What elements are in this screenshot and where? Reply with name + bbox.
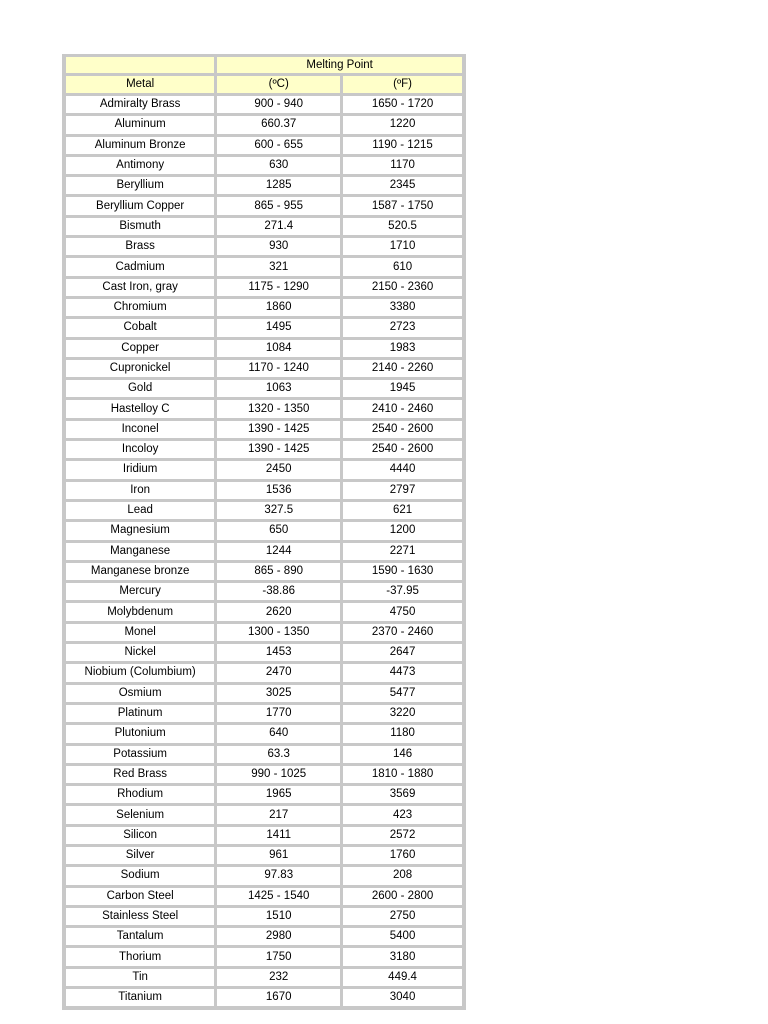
celsius-cell: 1536 xyxy=(217,482,340,499)
fahrenheit-cell: 520.5 xyxy=(343,218,462,235)
header-blank-cell xyxy=(66,57,214,73)
celsius-cell: 1670 xyxy=(217,989,340,1006)
metal-cell: Beryllium Copper xyxy=(66,197,214,214)
table-row xyxy=(66,258,462,275)
celsius-column-header: (ºC) xyxy=(217,76,340,93)
table-row xyxy=(66,177,462,194)
fahrenheit-cell: 1760 xyxy=(343,847,462,864)
table-row xyxy=(66,137,462,154)
table-row xyxy=(66,948,462,965)
fahrenheit-cell: 423 xyxy=(343,806,462,823)
metal-cell: Stainless Steel xyxy=(66,908,214,925)
table-row xyxy=(66,888,462,905)
table-row xyxy=(66,400,462,417)
metal-cell: Admiralty Brass xyxy=(66,96,214,113)
fahrenheit-cell: 2723 xyxy=(343,319,462,336)
table-row xyxy=(66,279,462,296)
table-row xyxy=(66,969,462,986)
celsius-cell: 2980 xyxy=(217,928,340,945)
celsius-cell: 1770 xyxy=(217,705,340,722)
table-row xyxy=(66,502,462,519)
celsius-cell: 1320 - 1350 xyxy=(217,400,340,417)
metal-cell: Iridium xyxy=(66,461,214,478)
table-row xyxy=(66,441,462,458)
fahrenheit-cell: 2410 - 2460 xyxy=(343,400,462,417)
metal-cell: Beryllium xyxy=(66,177,214,194)
fahrenheit-cell: 1180 xyxy=(343,725,462,742)
celsius-cell: 1495 xyxy=(217,319,340,336)
metal-cell: Silicon xyxy=(66,827,214,844)
celsius-cell: 1860 xyxy=(217,299,340,316)
celsius-cell: 1510 xyxy=(217,908,340,925)
celsius-cell: 3025 xyxy=(217,685,340,702)
celsius-cell: 217 xyxy=(217,806,340,823)
celsius-cell: 327.5 xyxy=(217,502,340,519)
celsius-cell: 1965 xyxy=(217,786,340,803)
metal-cell: Tantalum xyxy=(66,928,214,945)
fahrenheit-cell: 5477 xyxy=(343,685,462,702)
celsius-cell: 865 - 890 xyxy=(217,563,340,580)
table-row xyxy=(66,238,462,255)
celsius-cell: 1084 xyxy=(217,340,340,357)
fahrenheit-cell: 5400 xyxy=(343,928,462,945)
metal-cell: Rhodium xyxy=(66,786,214,803)
table-row xyxy=(66,543,462,560)
fahrenheit-cell: 3569 xyxy=(343,786,462,803)
table-row xyxy=(66,908,462,925)
fahrenheit-cell: 2140 - 2260 xyxy=(343,360,462,377)
metal-cell: Cobalt xyxy=(66,319,214,336)
metal-cell: Antimony xyxy=(66,157,214,174)
fahrenheit-cell: 449.4 xyxy=(343,969,462,986)
fahrenheit-cell: 1200 xyxy=(343,522,462,539)
metal-cell: Tin xyxy=(66,969,214,986)
metal-cell: Incoloy xyxy=(66,441,214,458)
celsius-cell: 271.4 xyxy=(217,218,340,235)
metal-cell: Mercury xyxy=(66,583,214,600)
fahrenheit-cell: 2150 - 2360 xyxy=(343,279,462,296)
table-row xyxy=(66,380,462,397)
celsius-cell: 232 xyxy=(217,969,340,986)
table-row xyxy=(66,664,462,681)
metal-cell: Potassium xyxy=(66,746,214,763)
fahrenheit-cell: 2750 xyxy=(343,908,462,925)
fahrenheit-cell: 2600 - 2800 xyxy=(343,888,462,905)
fahrenheit-cell: 2370 - 2460 xyxy=(343,624,462,641)
fahrenheit-cell: 2271 xyxy=(343,543,462,560)
table-body xyxy=(66,96,462,1006)
metal-cell: Bismuth xyxy=(66,218,214,235)
celsius-cell: 1390 - 1425 xyxy=(217,441,340,458)
fahrenheit-cell: 2345 xyxy=(343,177,462,194)
metal-cell: Plutonium xyxy=(66,725,214,742)
metal-cell: Manganese xyxy=(66,543,214,560)
table-row xyxy=(66,928,462,945)
celsius-cell: 600 - 655 xyxy=(217,137,340,154)
table-row xyxy=(66,603,462,620)
fahrenheit-cell: 1190 - 1215 xyxy=(343,137,462,154)
metal-cell: Copper xyxy=(66,340,214,357)
fahrenheit-cell: 610 xyxy=(343,258,462,275)
fahrenheit-cell: 3380 xyxy=(343,299,462,316)
metal-cell: Aluminum xyxy=(66,116,214,133)
celsius-cell: 930 xyxy=(217,238,340,255)
table-row xyxy=(66,725,462,742)
table-row xyxy=(66,705,462,722)
melting-point-table xyxy=(63,54,465,1009)
metal-cell: Aluminum Bronze xyxy=(66,137,214,154)
fahrenheit-cell: 1587 - 1750 xyxy=(343,197,462,214)
melting-point-table-frame xyxy=(62,54,466,1010)
celsius-cell: 1750 xyxy=(217,948,340,965)
fahrenheit-cell: 621 xyxy=(343,502,462,519)
fahrenheit-cell: 1590 - 1630 xyxy=(343,563,462,580)
fahrenheit-cell: 2797 xyxy=(343,482,462,499)
celsius-cell: 990 - 1025 xyxy=(217,766,340,783)
table-row xyxy=(66,360,462,377)
fahrenheit-cell: 1650 - 1720 xyxy=(343,96,462,113)
metal-cell: Gold xyxy=(66,380,214,397)
metal-cell: Cast Iron, gray xyxy=(66,279,214,296)
metal-cell: Hastelloy C xyxy=(66,400,214,417)
metal-cell: Cupronickel xyxy=(66,360,214,377)
fahrenheit-cell: 1983 xyxy=(343,340,462,357)
celsius-cell: 650 xyxy=(217,522,340,539)
metal-cell: Silver xyxy=(66,847,214,864)
celsius-cell: 640 xyxy=(217,725,340,742)
celsius-cell: 2620 xyxy=(217,603,340,620)
celsius-cell: -38.86 xyxy=(217,583,340,600)
metal-cell: Niobium (Columbium) xyxy=(66,664,214,681)
fahrenheit-cell: 4440 xyxy=(343,461,462,478)
fahrenheit-cell: 1945 xyxy=(343,380,462,397)
celsius-cell: 1285 xyxy=(217,177,340,194)
celsius-cell: 1390 - 1425 xyxy=(217,421,340,438)
celsius-cell: 1063 xyxy=(217,380,340,397)
metal-cell: Molybdenum xyxy=(66,603,214,620)
metal-cell: Thorium xyxy=(66,948,214,965)
fahrenheit-cell: 2647 xyxy=(343,644,462,661)
table-row xyxy=(66,563,462,580)
metal-cell: Nickel xyxy=(66,644,214,661)
celsius-cell: 97.83 xyxy=(217,867,340,884)
celsius-cell: 961 xyxy=(217,847,340,864)
celsius-cell: 1411 xyxy=(217,827,340,844)
fahrenheit-cell: 4473 xyxy=(343,664,462,681)
celsius-cell: 2470 xyxy=(217,664,340,681)
table-row xyxy=(66,197,462,214)
table-row xyxy=(66,644,462,661)
fahrenheit-cell: 1220 xyxy=(343,116,462,133)
celsius-cell: 1300 - 1350 xyxy=(217,624,340,641)
metal-cell: Monel xyxy=(66,624,214,641)
table-row xyxy=(66,746,462,763)
table-row xyxy=(66,847,462,864)
metal-cell: Osmium xyxy=(66,685,214,702)
metal-cell: Platinum xyxy=(66,705,214,722)
celsius-cell: 1170 - 1240 xyxy=(217,360,340,377)
metal-cell: Titanium xyxy=(66,989,214,1006)
metal-cell: Lead xyxy=(66,502,214,519)
table-row xyxy=(66,867,462,884)
metal-cell: Red Brass xyxy=(66,766,214,783)
celsius-cell: 1175 - 1290 xyxy=(217,279,340,296)
fahrenheit-cell: 208 xyxy=(343,867,462,884)
fahrenheit-cell: 1810 - 1880 xyxy=(343,766,462,783)
metal-cell: Cadmium xyxy=(66,258,214,275)
table-row xyxy=(66,340,462,357)
celsius-cell: 630 xyxy=(217,157,340,174)
celsius-cell: 1425 - 1540 xyxy=(217,888,340,905)
header-row-group xyxy=(66,57,462,73)
celsius-cell: 321 xyxy=(217,258,340,275)
metal-cell: Chromium xyxy=(66,299,214,316)
header-row-columns xyxy=(66,76,462,93)
metal-cell: Carbon Steel xyxy=(66,888,214,905)
melting-point-header: Melting Point xyxy=(217,57,462,73)
fahrenheit-cell: 2572 xyxy=(343,827,462,844)
fahrenheit-cell: 3180 xyxy=(343,948,462,965)
table-row xyxy=(66,218,462,235)
table-row xyxy=(66,786,462,803)
metal-cell: Brass xyxy=(66,238,214,255)
fahrenheit-cell: 1710 xyxy=(343,238,462,255)
table-row xyxy=(66,766,462,783)
metal-cell: Manganese bronze xyxy=(66,563,214,580)
celsius-cell: 865 - 955 xyxy=(217,197,340,214)
celsius-cell: 1244 xyxy=(217,543,340,560)
table-row xyxy=(66,157,462,174)
fahrenheit-cell: 146 xyxy=(343,746,462,763)
table-row xyxy=(66,299,462,316)
metal-cell: Selenium xyxy=(66,806,214,823)
table-row xyxy=(66,685,462,702)
metal-column-header: Metal xyxy=(66,76,214,93)
table-row xyxy=(66,421,462,438)
table-row xyxy=(66,989,462,1006)
fahrenheit-column-header: (ºF) xyxy=(343,76,462,93)
celsius-cell: 660.37 xyxy=(217,116,340,133)
fahrenheit-cell: 4750 xyxy=(343,603,462,620)
celsius-cell: 1453 xyxy=(217,644,340,661)
celsius-cell: 900 - 940 xyxy=(217,96,340,113)
table-row xyxy=(66,116,462,133)
table-row xyxy=(66,461,462,478)
table-row xyxy=(66,96,462,113)
fahrenheit-cell: 3040 xyxy=(343,989,462,1006)
fahrenheit-cell: 1170 xyxy=(343,157,462,174)
table-row xyxy=(66,583,462,600)
table-row xyxy=(66,827,462,844)
metal-cell: Magnesium xyxy=(66,522,214,539)
fahrenheit-cell: 2540 - 2600 xyxy=(343,441,462,458)
metal-cell: Inconel xyxy=(66,421,214,438)
table-row xyxy=(66,482,462,499)
table-row xyxy=(66,624,462,641)
fahrenheit-cell: 2540 - 2600 xyxy=(343,421,462,438)
fahrenheit-cell: 3220 xyxy=(343,705,462,722)
metal-cell: Iron xyxy=(66,482,214,499)
metal-cell: Sodium xyxy=(66,867,214,884)
celsius-cell: 63.3 xyxy=(217,746,340,763)
table-row xyxy=(66,806,462,823)
table-row xyxy=(66,319,462,336)
table-row xyxy=(66,522,462,539)
celsius-cell: 2450 xyxy=(217,461,340,478)
fahrenheit-cell: -37.95 xyxy=(343,583,462,600)
